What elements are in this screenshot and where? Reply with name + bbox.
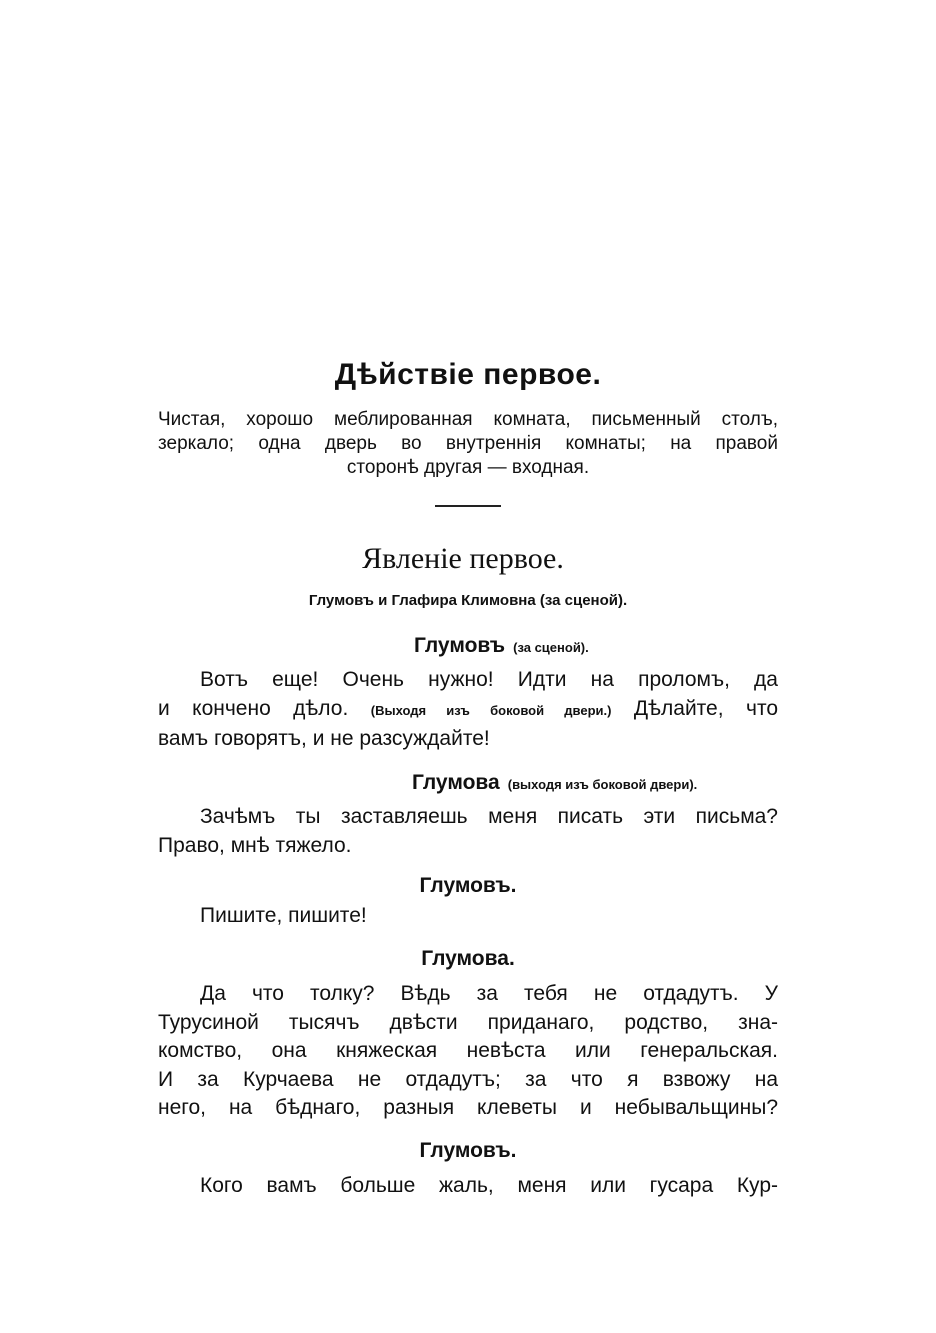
speaker-label: Глумовъ: [414, 634, 506, 657]
speech-line: И за Курчаева не отдадутъ; за что я взвожу на: [158, 1067, 778, 1091]
speech-line: комство, она княжеская невѣста или генеральская.: [158, 1039, 778, 1062]
speech-line: него, на бѣднаго, разныя клеветы и небывальщины?: [158, 1096, 778, 1119]
speaker-name: Глумовъ.: [419, 1139, 517, 1162]
speech-block: [158, 902, 778, 931]
speech-line: Право, мнѣ тяжело.: [158, 833, 352, 857]
speech-block: [158, 980, 778, 1123]
speech-block: [158, 1172, 778, 1201]
speech-line: [158, 695, 778, 726]
stage-direction-line: сторонѣ другая — входная.: [346, 457, 590, 478]
speaker-direction: (выходя изъ боковой двери).: [507, 777, 698, 792]
act-title: Дѣйствіе первое.: [334, 358, 602, 391]
speech-text: и кончено дѣло.: [158, 696, 349, 720]
speaker-name: [412, 771, 697, 795]
speaker-name: Глумова.: [421, 947, 515, 970]
speaker-name: [414, 634, 589, 658]
stage-direction-line: зеркало; одна дверь во внутреннія комнаты; на правой: [158, 433, 778, 454]
stage-direction-line: Чистая, хорошо меблированная комната, письменный столъ,: [158, 409, 778, 430]
speaker-direction: (за сценой).: [513, 640, 589, 655]
section-divider: [435, 505, 501, 507]
speech-line: Кого вамъ больше жаль, меня или гусара Кур-: [200, 1174, 778, 1197]
speech-line: вамъ говорятъ, и не разсуждайте!: [158, 727, 490, 750]
speech-block: [158, 666, 778, 754]
speaker-label: Глумова: [412, 771, 500, 794]
speech-line: Вотъ еще! Очень нужно! Идти на проломъ, да: [200, 668, 778, 691]
speech-text: Дѣлайте, что: [633, 696, 779, 720]
speech-line: Зачѣмъ ты заставляешь меня писать эти письма?: [200, 805, 778, 828]
stage-direction: [158, 408, 778, 480]
speech-line: Турусиной тысячъ двѣсти приданаго, родство, зна-: [158, 1010, 778, 1034]
scene-cast: Глумовъ и Глафира Климовна (за сценой).: [308, 592, 628, 609]
inline-stage-direction: (Выходя изъ боковой двери.): [370, 702, 612, 718]
scene-title: Явленіе первое.: [362, 542, 564, 575]
speech-line: Да что толку? Вѣдь за тебя не отдадутъ. У: [200, 982, 778, 1005]
speech-block: [158, 803, 778, 860]
speech-line: Пишите, пишите!: [200, 904, 367, 927]
speaker-name: Глумовъ.: [419, 874, 517, 897]
